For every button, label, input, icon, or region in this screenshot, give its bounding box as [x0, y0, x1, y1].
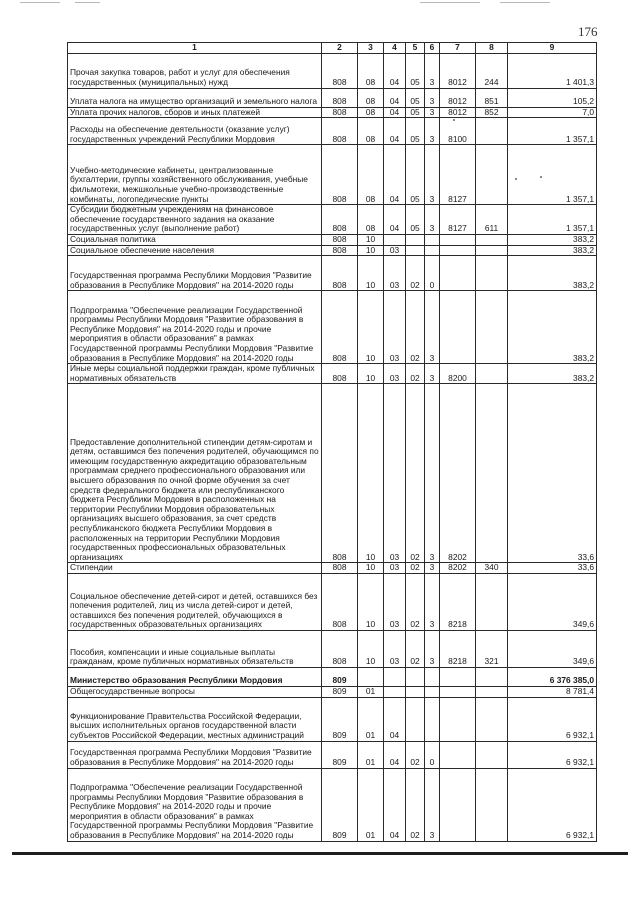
code-cell	[440, 291, 476, 364]
code-cell: 852	[476, 107, 508, 118]
row-name-cell: Учебно-методические кабинеты, централизованные бухгалтерии, группы хозяйственного обслуживания, учебные фильмотеки, межшкольные учебно-производственные комбинаты, логопедические пункты	[68, 145, 322, 205]
page-number: 176	[578, 24, 598, 39]
code-cell: 10	[358, 245, 384, 256]
code-cell: 321	[476, 630, 508, 667]
table-row	[68, 145, 597, 205]
scan-speck	[540, 176, 542, 178]
code-cell	[440, 245, 476, 256]
row-name-cell: Министерство образования Республики Мордовия	[68, 667, 322, 686]
code-cell	[425, 686, 440, 697]
code-cell: 03	[384, 384, 406, 563]
amount-cell: 1 357,1	[508, 205, 597, 235]
code-cell: 808	[322, 245, 358, 256]
row-name-cell: Прочая закупка товаров, работ и услуг для обеспечения государственных (муниципальных) нужд	[68, 53, 322, 88]
code-cell	[476, 573, 508, 630]
code-cell: 03	[384, 245, 406, 256]
row-name-cell: Иные меры социальной поддержки граждан, кроме публичных нормативных обязательств	[68, 364, 322, 384]
code-cell: 808	[322, 384, 358, 563]
code-cell: 03	[384, 256, 406, 291]
header-cell: 1	[68, 43, 322, 54]
row-name-cell: Стипендии	[68, 563, 322, 574]
amount-cell: 349,6	[508, 630, 597, 667]
code-cell: 244	[476, 53, 508, 88]
code-cell	[476, 145, 508, 205]
scan-speck	[453, 119, 455, 121]
code-cell	[440, 686, 476, 697]
code-cell: 08	[358, 118, 384, 145]
code-cell: 03	[384, 364, 406, 384]
header-cell: 4	[384, 43, 406, 54]
amount-cell: 6 932,1	[508, 741, 597, 768]
amount-cell: 6 376 385,0	[508, 667, 597, 686]
code-cell: 3	[425, 768, 440, 841]
code-cell: 3	[425, 145, 440, 205]
code-cell: 01	[358, 686, 384, 697]
code-cell: 05	[406, 118, 425, 145]
code-cell: 04	[384, 145, 406, 205]
row-name-cell: Социальное обеспечение населения	[68, 245, 322, 256]
code-cell: 10	[358, 630, 384, 667]
row-name-cell: Уплата прочих налогов, сборов и иных платежей	[68, 107, 322, 118]
row-name-cell: Подпрограмма "Обеспечение реализации Государственной программы Республики Мордовия "Развитие образования в Республике Мордовия" на 2014-2020 годы и прочие мероприятия в области образования" в рамках Государственной программы Республики Мордовия "Развитие образования в Республике Мордовия" на 2014-2020 годы	[68, 768, 322, 841]
table-row	[68, 245, 597, 256]
code-cell: 8127	[440, 205, 476, 235]
amount-cell: 383,2	[508, 234, 597, 245]
code-cell: 03	[384, 573, 406, 630]
table-row	[68, 697, 597, 741]
code-cell: 01	[358, 697, 384, 741]
code-cell	[476, 364, 508, 384]
amount-cell: 105,2	[508, 88, 597, 107]
code-cell: 808	[322, 205, 358, 235]
code-cell: 808	[322, 291, 358, 364]
row-name-cell: Подпрограмма "Обеспечение реализации Государственной программы Республики Мордовия "Развитие образования в Республике Мордовия" на 2014-2020 годы и прочие мероприятия в области образования" в рамках Государственной программы Республики Мордовия "Развитие образования в Республике Мордовия" на 2014-2020 годы	[68, 291, 322, 364]
code-cell	[476, 768, 508, 841]
code-cell	[425, 234, 440, 245]
code-cell	[440, 768, 476, 841]
code-cell: 3	[425, 630, 440, 667]
code-cell: 10	[358, 256, 384, 291]
code-cell: 3	[425, 384, 440, 563]
code-cell: 808	[322, 630, 358, 667]
code-cell: 08	[358, 205, 384, 235]
row-name-cell: Социальное обеспечение детей-сирот и детей, оставшихся без попечения родителей, лиц из числа детей-сирот и детей, оставшихся без попечения родителей, обучающихся в государственных образовательных организациях	[68, 573, 322, 630]
code-cell: 3	[425, 573, 440, 630]
header-cell: 9	[508, 43, 597, 54]
code-cell: 02	[406, 384, 425, 563]
code-cell: 808	[322, 88, 358, 107]
code-cell: 02	[406, 291, 425, 364]
code-cell: 04	[384, 107, 406, 118]
code-cell	[425, 667, 440, 686]
code-cell: 05	[406, 205, 425, 235]
code-cell: 01	[358, 768, 384, 841]
row-name-cell: Государственная программа Республики Мордовия "Развитие образования в Республике Мордовия" на 2014-2020 годы	[68, 741, 322, 768]
table-row	[68, 686, 597, 697]
code-cell: 808	[322, 53, 358, 88]
amount-cell: 1 357,1	[508, 118, 597, 145]
table-row	[68, 667, 597, 686]
code-cell	[358, 667, 384, 686]
scan-speck	[515, 178, 517, 180]
header-cell: 3	[358, 43, 384, 54]
code-cell	[440, 741, 476, 768]
row-name-cell: Уплата налога на имущество организаций и земельного налога	[68, 88, 322, 107]
code-cell: 02	[406, 256, 425, 291]
code-cell	[440, 667, 476, 686]
code-cell: 611	[476, 205, 508, 235]
code-cell: 04	[384, 118, 406, 145]
code-cell: 02	[406, 364, 425, 384]
scan-top-marks	[20, 2, 620, 8]
table-row	[68, 741, 597, 768]
code-cell	[406, 697, 425, 741]
code-cell: 809	[322, 768, 358, 841]
code-cell: 0	[425, 256, 440, 291]
amount-cell: 8 781,4	[508, 686, 597, 697]
code-cell: 808	[322, 145, 358, 205]
code-cell: 3	[425, 291, 440, 364]
row-name-cell: Государственная программа Республики Мордовия "Развитие образования в Республике Мордовия" на 2014-2020 годы	[68, 256, 322, 291]
code-cell	[440, 234, 476, 245]
code-cell: 02	[406, 741, 425, 768]
code-cell: 809	[322, 741, 358, 768]
code-cell	[476, 291, 508, 364]
code-cell: 0	[425, 741, 440, 768]
code-cell: 3	[425, 364, 440, 384]
code-cell: 02	[406, 768, 425, 841]
code-cell: 02	[406, 573, 425, 630]
code-cell	[406, 234, 425, 245]
code-cell: 8012	[440, 53, 476, 88]
code-cell: 8218	[440, 630, 476, 667]
code-cell: 809	[322, 697, 358, 741]
code-cell: 04	[384, 53, 406, 88]
code-cell: 808	[322, 118, 358, 145]
code-cell: 808	[322, 563, 358, 574]
code-cell	[384, 667, 406, 686]
code-cell: 05	[406, 88, 425, 107]
code-cell: 8012	[440, 107, 476, 118]
code-cell: 8127	[440, 145, 476, 205]
header-cell: 5	[406, 43, 425, 54]
code-cell: 08	[358, 88, 384, 107]
code-cell	[476, 741, 508, 768]
code-cell: 08	[358, 145, 384, 205]
code-cell: 3	[425, 118, 440, 145]
code-cell: 809	[322, 686, 358, 697]
code-cell: 10	[358, 384, 384, 563]
table-row	[68, 88, 597, 107]
code-cell: 01	[358, 741, 384, 768]
table-row	[68, 364, 597, 384]
code-cell	[440, 256, 476, 291]
code-cell	[476, 245, 508, 256]
table-row	[68, 563, 597, 574]
code-cell: 02	[406, 563, 425, 574]
row-name-cell: Субсидии бюджетным учреждениям на финансовое обеспечение государственного задания на оказание государственных услуг (выполнение работ)	[68, 205, 322, 235]
code-cell	[384, 686, 406, 697]
row-name-cell: Предоставление дополнительной стипендии детям-сиротам и детям, оставшимся без попечения родителей, обучающимся по имеющим государственную аккредитацию образовательным программам среднего профессионального образования или высшего образования по очной форме обучения за счет средств федерального бюджета или республиканского бюджета Республики Мордовия в расположенных на территории Республики Мордовия образовательных организациях высшего образования, за счет средств республиканского бюджета Республики Мордовия в расположенных на территории Республики Мордовия государственных профессиональных образовательных организациях	[68, 384, 322, 563]
code-cell: 05	[406, 53, 425, 88]
table-row	[68, 291, 597, 364]
code-cell: 8012	[440, 88, 476, 107]
row-name-cell: Расходы на обеспечение деятельности (оказание услуг) государственных учреждений Республики Мордовия	[68, 118, 322, 145]
table-row	[68, 573, 597, 630]
code-cell: 10	[358, 234, 384, 245]
code-cell: 08	[358, 107, 384, 118]
amount-cell: 6 932,1	[508, 697, 597, 741]
code-cell	[384, 234, 406, 245]
code-cell: 04	[384, 88, 406, 107]
code-cell	[440, 697, 476, 741]
code-cell: 8200	[440, 364, 476, 384]
table-header-row	[68, 43, 597, 54]
table-row	[68, 53, 597, 88]
code-cell	[406, 245, 425, 256]
amount-cell: 349,6	[508, 573, 597, 630]
code-cell	[425, 697, 440, 741]
code-cell: 3	[425, 563, 440, 574]
code-cell: 808	[322, 573, 358, 630]
row-name-cell: Пособия, компенсации и иные социальные выплаты гражданам, кроме публичных нормативных обязательств	[68, 630, 322, 667]
row-name-cell: Функционирование Правительства Российской Федерации, высших исполнительных органов государственной власти субъектов Российской Федерации, местных администраций	[68, 697, 322, 741]
code-cell: 05	[406, 107, 425, 118]
table-row	[68, 107, 597, 118]
code-cell: 3	[425, 88, 440, 107]
code-cell: 3	[425, 107, 440, 118]
code-cell	[476, 667, 508, 686]
table-row	[68, 118, 597, 145]
header-cell: 6	[425, 43, 440, 54]
code-cell: 04	[384, 768, 406, 841]
table-row	[68, 256, 597, 291]
code-cell: 04	[384, 741, 406, 768]
amount-cell: 33,6	[508, 563, 597, 574]
code-cell: 8202	[440, 563, 476, 574]
row-name-cell: Социальная политика	[68, 234, 322, 245]
table-row	[68, 205, 597, 235]
code-cell: 809	[322, 667, 358, 686]
code-cell	[425, 245, 440, 256]
code-cell	[476, 118, 508, 145]
code-cell: 10	[358, 573, 384, 630]
code-cell: 08	[358, 53, 384, 88]
code-cell: 04	[384, 697, 406, 741]
table-row	[68, 768, 597, 841]
header-cell: 8	[476, 43, 508, 54]
amount-cell: 7,0	[508, 107, 597, 118]
code-cell	[476, 384, 508, 563]
code-cell: 8218	[440, 573, 476, 630]
code-cell	[406, 667, 425, 686]
amount-cell: 6 932,1	[508, 768, 597, 841]
code-cell: 10	[358, 364, 384, 384]
code-cell: 808	[322, 107, 358, 118]
code-cell: 03	[384, 630, 406, 667]
code-cell: 851	[476, 88, 508, 107]
code-cell	[476, 697, 508, 741]
code-cell	[406, 686, 425, 697]
code-cell: 340	[476, 563, 508, 574]
table-row	[68, 384, 597, 563]
code-cell	[476, 256, 508, 291]
table-row	[68, 630, 597, 667]
amount-cell: 383,2	[508, 256, 597, 291]
footer-rule	[12, 852, 628, 855]
code-cell: 808	[322, 364, 358, 384]
code-cell: 02	[406, 630, 425, 667]
amount-cell: 1 401,3	[508, 53, 597, 88]
code-cell: 3	[425, 53, 440, 88]
amount-cell: 383,2	[508, 364, 597, 384]
table-row	[68, 234, 597, 245]
code-cell	[476, 234, 508, 245]
code-cell	[476, 686, 508, 697]
code-cell: 8100	[440, 118, 476, 145]
code-cell: 3	[425, 205, 440, 235]
header-cell: 7	[440, 43, 476, 54]
code-cell: 10	[358, 291, 384, 364]
code-cell: 03	[384, 563, 406, 574]
header-cell: 2	[322, 43, 358, 54]
code-cell: 05	[406, 145, 425, 205]
code-cell: 10	[358, 563, 384, 574]
code-cell: 808	[322, 234, 358, 245]
code-cell: 04	[384, 205, 406, 235]
row-name-cell: Общегосударственные вопросы	[68, 686, 322, 697]
code-cell: 8202	[440, 384, 476, 563]
amount-cell: 383,2	[508, 245, 597, 256]
amount-cell: 383,2	[508, 291, 597, 364]
amount-cell: 33,6	[508, 384, 597, 563]
code-cell: 03	[384, 291, 406, 364]
amount-cell: 1 357,1	[508, 145, 597, 205]
budget-table	[67, 42, 597, 842]
code-cell: 808	[322, 256, 358, 291]
